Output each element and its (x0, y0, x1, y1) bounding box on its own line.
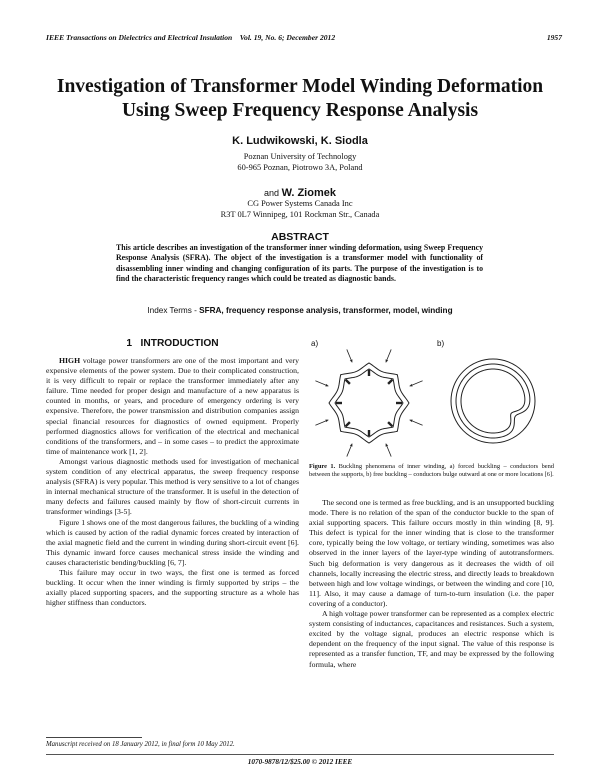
affiliation-2-line-2: R3T 0L7 Winnipeg, 101 Rockman Str., Canada (220, 210, 380, 219)
paragraph-1-text: voltage power transformers are one of the most important and very expensive elements of the power system. Due to their complicated construction, it is very difficult to repair or replace the transformer immediately after any failure. Time needed for proper design and manufacture of a new apparatus is counted in months, or years, and procedure of emergency ordering is very expensive. Therefore, the power transmission and distribution companies assign special financial resources for diagnostics of owned equipment. Properly performed diagnostics allows for verification of the electrical and mechanical conditions of the transformers, and – in some cases – to predict the approximate time of maintenance work [1, 2]. (46, 356, 300, 456)
paragraph-2: Amongst various diagnostic methods used for investigation of mechanical system condition of any electrical apparatus, the sweep frequency response analysis (SFRA) is very popular. This method is very sensitive to a lot of changes in internal mechanical structure of the transformer. It is useful in the detection of many defects and failures caused mainly by flow of short-circuit currents in transformer windings [3-5]. (46, 456, 299, 517)
axial-spacer (388, 380, 392, 384)
footer-divider (46, 754, 554, 755)
buckling-diagram (309, 337, 554, 463)
forced-buckling-diagram (315, 349, 422, 456)
paragraph-6: A high voltage power transformer can be represented as a complex electric system consisting of inductances, capacitances and resistances. Such a system, excited by the voltage signal, produces an electric response which is dependent on the frequency of the input signal. The value of this response is represented as a transfer function, TF, and may be expressed by the following formula, where (309, 609, 554, 669)
manuscript-footnote: Manuscript received on 18 January 2012, in final form 10 May 2012. (46, 741, 235, 748)
section-heading (46, 338, 299, 349)
abstract-text: This article describes an investigation of the transformer inner winding deformation, using Sweep Frequency Response Analysis (SFRA). The object of the investigation is a transformer model with functionality of disassembling inner winding and changing configuration of its parts. The purpose of the investigation is to find the characteristic frequency ranges which could be treated as diagnostic bands. (116, 243, 483, 284)
author-name-2: W. Ziomek (281, 187, 336, 199)
affiliation-1-line-1: Poznan University of Technology (243, 152, 357, 161)
author-conjunction: and (264, 188, 280, 198)
winding-outer-contour (456, 364, 530, 438)
figure-caption (309, 463, 554, 479)
abstract-heading: ABSTRACT (271, 231, 329, 243)
author-names-1: K. Ludwikowski, K. Siodla (232, 135, 368, 147)
inner-winding-contour (335, 369, 403, 437)
title-line-2: Using Sweep Frequency Response Analysis (121, 100, 479, 121)
figure-caption-text: Buckling phenomena of inner winding, a) forced buckling – conductors bend between the supports, b) free buckling – conductors bulge outward at one or more locations [6]. (309, 463, 554, 478)
free-buckling-diagram (451, 359, 535, 443)
winding-inner-contour (461, 369, 525, 433)
index-terms-label: Index Terms - (147, 306, 197, 315)
paper-title (40, 75, 560, 123)
section-title: INTRODUCTION (140, 338, 219, 349)
axial-spacer (346, 380, 350, 384)
figure-label-b: b) (437, 339, 445, 348)
left-column (46, 356, 299, 608)
running-head (46, 33, 562, 45)
axial-spacer (388, 422, 392, 426)
author-affiliation-1 (40, 151, 560, 173)
copyright-line: 1070-9878/12/$25.00 © 2012 IEEE (247, 758, 353, 766)
right-column (309, 498, 554, 670)
paragraph-3: Figure 1 shows one of the most dangerous failures, the buckling of a winding which is caused by action of the radial dynamic forces created by interaction of the axial magnetic field and the current in winding during short-circuit event [6]. This dynamic inward force causes mechanical stress inside the winding and causes characteristic bending/buckling [6, 7]. (46, 517, 299, 567)
page-number: 1957 (546, 33, 562, 42)
index-terms (40, 306, 560, 315)
paragraph-5: The second one is termed as free buckling, and is an unsupported buckling mode. There is no relation of the span of the conductor buckle to the span of axial supporting spacers. This failure occurs mostly in thin winding [8, 9]. This defect is typical for the inner winding that is close to the transformer core, typically being the low voltage, or tertiary winding, sometimes was also observed in the inner layers of the layer-type winding of autotransformers. Such big deformation is very dangerous as it decreases the width of oil channels, locally increasing the electric stress, and directly leads to breakdown between high and low voltage windings, or between the winding and core [10, 11]. Also, it may cause a damage of turn-to-turn insulation (i.e. the paper covering of a conductor). (309, 498, 554, 608)
core-outline (451, 359, 535, 443)
axial-spacer (346, 422, 350, 426)
paragraph-4: This failure may occur in two ways, the first one is termed as forced buckling. It occur when the inner winding is firmly supported by strips – the axially placed supporting spacers, and the supporting structure as a whole has higher stiffness than conductors. (46, 567, 299, 608)
figure-label-a: a) (311, 339, 319, 348)
footnote-divider (46, 737, 142, 738)
figure-caption-label: Figure 1. (309, 463, 336, 470)
figure-1 (309, 337, 554, 463)
journal-info: IEEE Transactions on Dielectrics and Electrical Insulation Vol. 19, No. 6; December 2012 (46, 33, 336, 42)
author-affiliation-2 (40, 198, 560, 220)
affiliation-2-line-1: CG Power Systems Canada Inc (247, 199, 353, 208)
section-number: 1 (126, 338, 133, 349)
title-line-1: Investigation of Transformer Model Winding Deformation (56, 76, 544, 97)
index-terms-text: SFRA, frequency response analysis, transformer, model, winding (199, 306, 453, 315)
paragraph-1 (46, 356, 299, 457)
lead-word: HIGH (59, 356, 81, 365)
affiliation-1-line-2: 60-965 Poznan, Piotrowo 3A, Poland (237, 163, 363, 172)
